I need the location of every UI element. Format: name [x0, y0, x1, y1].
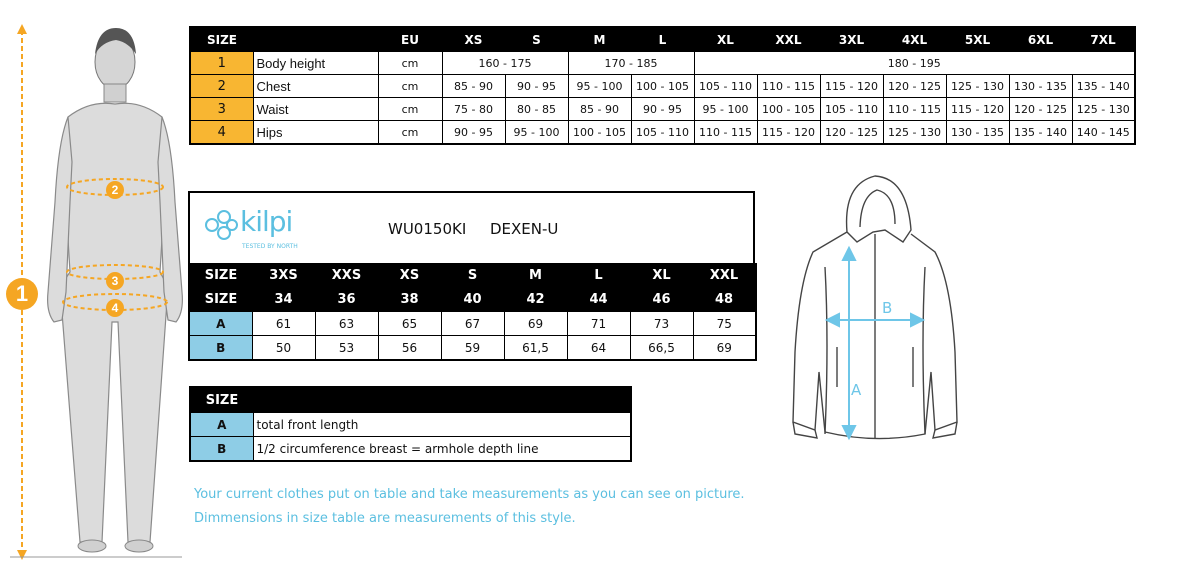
legend-header-blank	[253, 387, 631, 413]
value-cell: 75 - 80	[442, 98, 505, 121]
value-cell: 115 - 120	[757, 121, 820, 145]
value-cell: 69	[693, 336, 756, 361]
value-cell: 63	[315, 312, 378, 336]
legend-header: SIZE	[190, 387, 253, 413]
value-cell: 90 - 95	[631, 98, 694, 121]
row-number: 4	[190, 121, 253, 145]
value-cell: 135 - 140	[1072, 75, 1135, 98]
value-cell: 66,5	[630, 336, 693, 361]
size-header-cell: S	[441, 263, 504, 287]
value-cell: 71	[567, 312, 630, 336]
size-header-cell: 3XS	[252, 263, 315, 287]
marker-1: 1	[6, 278, 38, 310]
table-row	[189, 336, 756, 361]
measurement-name: Waist	[253, 98, 378, 121]
unit-cell: cm	[378, 75, 442, 98]
value-cell: 56	[378, 336, 441, 361]
product-header	[188, 191, 755, 263]
marker-4: 4	[106, 299, 124, 317]
product-size-table	[188, 263, 757, 361]
value-cell: 95 - 100	[505, 121, 568, 145]
size-header-cell: XXS	[315, 263, 378, 287]
value-cell: 120 - 125	[820, 121, 883, 145]
measurement-name: Hips	[253, 121, 378, 145]
size-header-cell	[253, 27, 378, 52]
size-header-cell: 3XL	[820, 27, 883, 52]
value-cell: 115 - 120	[946, 98, 1009, 121]
legend-row	[190, 437, 631, 462]
marker-2: 2	[106, 181, 124, 199]
value-cell: 61,5	[504, 336, 567, 361]
size-header-cell: S	[505, 27, 568, 52]
measurement-name: Body height	[253, 52, 378, 75]
size-label: SIZE	[189, 263, 252, 287]
note-line-1: Your current clothes put on table and take measurements as you can see on picture.	[194, 487, 745, 502]
size-header-cell: SIZE	[190, 27, 253, 52]
size-header-cell: 42	[504, 287, 567, 312]
kilpi-tagline: TESTED BY NORTH	[242, 243, 298, 250]
value-cell: 125 - 130	[1072, 98, 1135, 121]
product-name: DEXEN-U	[490, 220, 559, 238]
value-cell: 130 - 135	[946, 121, 1009, 145]
table-row	[189, 312, 756, 336]
size-header-cell: 34	[252, 287, 315, 312]
value-cell: 69	[504, 312, 567, 336]
size-label: SIZE	[189, 287, 252, 312]
value-cell: 90 - 95	[442, 121, 505, 145]
value-cell: 100 - 105	[631, 75, 694, 98]
value-cell: 170 - 185	[568, 52, 694, 75]
value-cell: 160 - 175	[442, 52, 568, 75]
legend-row	[190, 413, 631, 437]
size-header-cell: 6XL	[1009, 27, 1072, 52]
value-cell: 110 - 115	[883, 98, 946, 121]
row-key: A	[189, 312, 252, 336]
size-header-cell: 5XL	[946, 27, 1009, 52]
legend-description: 1/2 circumference breast = armhole depth line	[253, 437, 631, 462]
value-cell: 135 - 140	[1009, 121, 1072, 145]
value-cell: 50	[252, 336, 315, 361]
jacket-illustration	[785, 172, 965, 457]
value-cell: 130 - 135	[1009, 75, 1072, 98]
measurement-name: Chest	[253, 75, 378, 98]
kilpi-logo-icon	[202, 203, 238, 247]
legend-header-row	[190, 387, 631, 413]
size-chart-header-row	[190, 27, 1135, 52]
size-header-cell: M	[568, 27, 631, 52]
size-header-cell: XXL	[693, 263, 756, 287]
kilpi-logo-text: kilpi	[240, 205, 293, 238]
size-header-cell: 40	[441, 287, 504, 312]
row-key: B	[189, 336, 252, 361]
value-cell: 61	[252, 312, 315, 336]
value-cell: 53	[315, 336, 378, 361]
unit-cell: cm	[378, 98, 442, 121]
value-cell: 80 - 85	[505, 98, 568, 121]
row-number: 1	[190, 52, 253, 75]
size-header-cell: 38	[378, 287, 441, 312]
unit-cell: cm	[378, 52, 442, 75]
value-cell: 65	[378, 312, 441, 336]
marker-3: 3	[106, 272, 124, 290]
value-cell: 105 - 110	[631, 121, 694, 145]
size-header-cell: XL	[694, 27, 757, 52]
size-header-row	[189, 263, 756, 287]
size-chart-table	[189, 26, 1136, 145]
value-cell: 180 - 195	[694, 52, 1135, 75]
value-cell: 110 - 115	[694, 121, 757, 145]
size-header-cell: 48	[693, 287, 756, 312]
size-header-cell: XL	[630, 263, 693, 287]
value-cell: 64	[567, 336, 630, 361]
size-header-cell: 36	[315, 287, 378, 312]
value-cell: 110 - 115	[757, 75, 820, 98]
value-cell: 95 - 100	[694, 98, 757, 121]
jacket-label-b: B	[882, 299, 893, 317]
size-header-cell: 44	[567, 287, 630, 312]
value-cell: 75	[693, 312, 756, 336]
table-row	[190, 98, 1135, 121]
row-number: 3	[190, 98, 253, 121]
value-cell: 105 - 110	[694, 75, 757, 98]
jacket-label-a: A	[851, 381, 862, 399]
value-cell: 125 - 130	[883, 121, 946, 145]
value-cell: 125 - 130	[946, 75, 1009, 98]
value-cell: 115 - 120	[820, 75, 883, 98]
value-cell: 59	[441, 336, 504, 361]
value-cell: 90 - 95	[505, 75, 568, 98]
row-number: 2	[190, 75, 253, 98]
table-row	[190, 75, 1135, 98]
value-cell: 120 - 125	[883, 75, 946, 98]
legend-description: total front length	[253, 413, 631, 437]
legend-key: B	[190, 437, 253, 462]
size-header-cell: EU	[378, 27, 442, 52]
note-line-2: Dimmensions in size table are measurements of this style.	[194, 511, 576, 526]
value-cell: 140 - 145	[1072, 121, 1135, 145]
legend-key: A	[190, 413, 253, 437]
legend-table	[189, 386, 632, 462]
product-code: WU0150KI	[388, 220, 467, 238]
size-header-cell: 4XL	[883, 27, 946, 52]
size-header-row	[189, 287, 756, 312]
value-cell: 120 - 125	[1009, 98, 1072, 121]
value-cell: 73	[630, 312, 693, 336]
value-cell: 67	[441, 312, 504, 336]
size-header-cell: L	[631, 27, 694, 52]
value-cell: 105 - 110	[820, 98, 883, 121]
size-header-cell: XXL	[757, 27, 820, 52]
table-row	[190, 121, 1135, 145]
size-header-cell: 7XL	[1072, 27, 1135, 52]
value-cell: 100 - 105	[757, 98, 820, 121]
value-cell: 95 - 100	[568, 75, 631, 98]
unit-cell: cm	[378, 121, 442, 145]
table-row	[190, 52, 1135, 75]
size-header-cell: 46	[630, 287, 693, 312]
value-cell: 85 - 90	[568, 98, 631, 121]
size-header-cell: XS	[442, 27, 505, 52]
value-cell: 85 - 90	[442, 75, 505, 98]
size-header-cell: XS	[378, 263, 441, 287]
size-header-cell: L	[567, 263, 630, 287]
size-header-cell: M	[504, 263, 567, 287]
value-cell: 100 - 105	[568, 121, 631, 145]
